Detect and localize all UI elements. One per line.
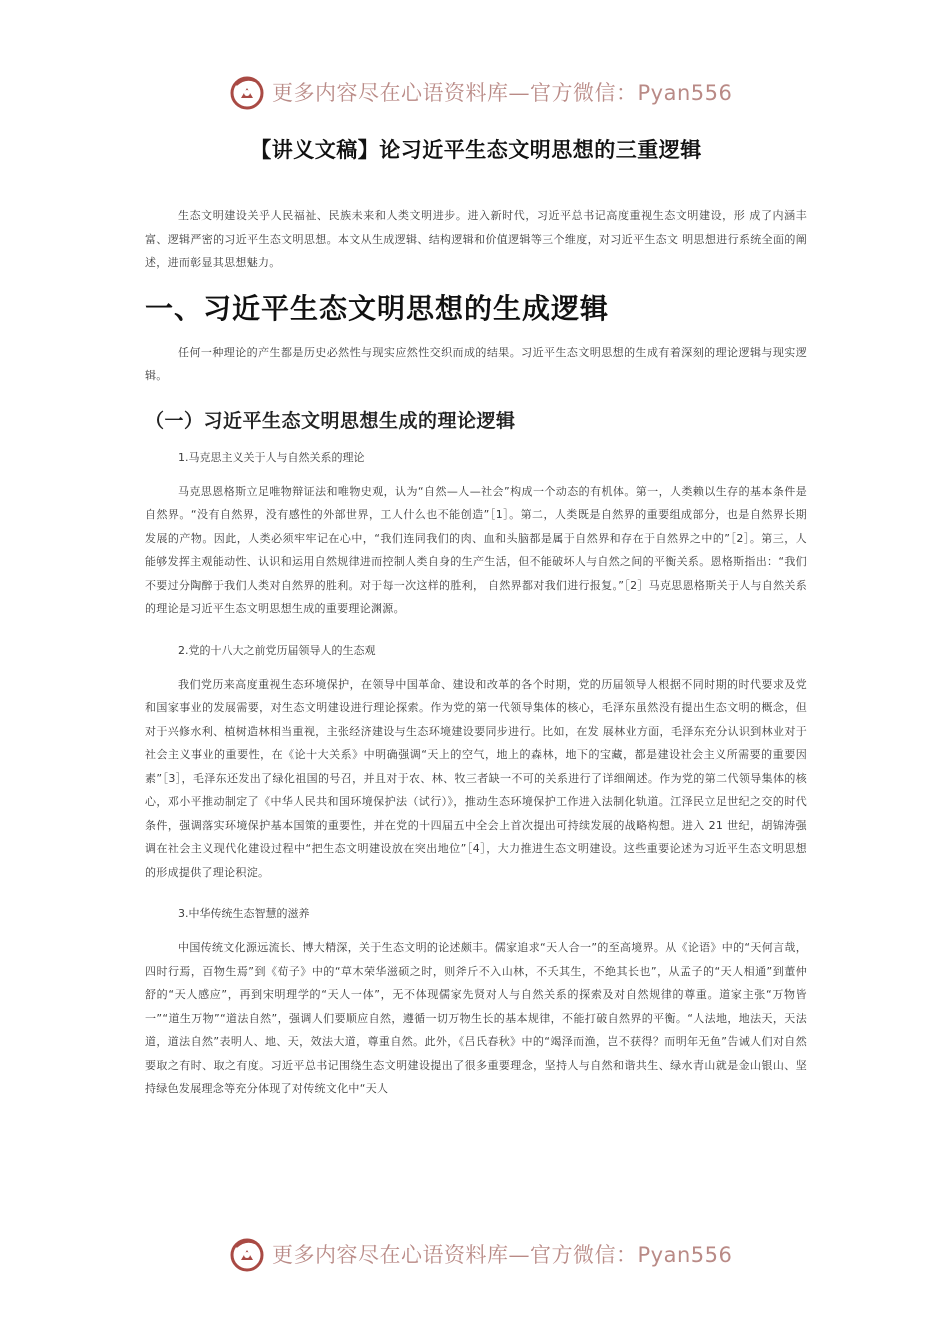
header-banner — [226, 70, 746, 114]
footer-banner — [226, 1232, 746, 1276]
section-1-lead: 任何一种理论的产生都是历史必然性与现实应然性交织而成的结果。习近平生态文明思想的生成有着深刻的理论逻辑与现实逻辑。 — [145, 345, 807, 382]
document-title: 【讲义文稿】论习近平生态文明思想的三重逻辑 — [250, 138, 702, 162]
item-1-paragraph: 马克思恩格斯立足唯物辩证法和唯物史观，认为“自然—人—社会”构成一个动态的有机体。第一，人类赖以生存的基本条件是自然界。“没有自然界，没有感性的外部世界，工人什么也不能创造”［1］。第二，人类既是自然界的重要组成部分，也是自然界长期发展的产物。因此，人类必须牢牢记在心中，“我们连同我们的肉、血和头脑都是属于自然界和存在于自然界之中的”［2］。第三，人能够发挥主观能动性、认识和运用自然规律进而控制人类自身的生产生活，但不能破坏人与自然之间的平衡关系。恩格斯指出：“我们不要过分陶醉于我们人类对自然界的胜利。对于每一次这样的胜利， 自然界都对我们进行报复。”［2］马克思恩格斯关于人与自然关系的理论是习近平生态文明思想生成的重要理论渊源。 — [145, 484, 807, 615]
document-body — [145, 134, 807, 1101]
item-2-heading: 2.党的十八大之前党历届领导人的生态观 — [178, 643, 376, 657]
item-3-paragraph: 中国传统文化源远流长、博大精深，关于生态文明的论述颇丰。儒家追求“天人合一”的至高境界。从《论语》中的“天何言哉，四时行焉，百物生焉”到《荀子》中的“草木荣华滋硕之时，则斧斤不入山林，不夭其生，不绝其长也”，从孟子的“天人相通”到董仲舒的“天人感应”，再到宋明理学的“天人一体”，无不体现儒家先贤对人与自然关系的探索及对自然规律的尊重。道家主张“万物皆一”“道生万物”“道法自然”，强调人们要顺应自然，遵循一切万物生长的基本规律，不能打破自然界的平衡。“人法地，地法天，天法道，道法自然”表明人、地、天，效法大道，尊重自然。此外，《吕氏春秋》中的“竭泽而渔，岂不获得？而明年无鱼”告诫人们对自然要取之有时、取之有度。习近平总书记围绕生态文明建设提出了很多重要理念，坚持人与自然和谐共生、绿水青山就是金山银山、坚持绿色发展理念等充分体现了对传统文化中“天人 — [145, 941, 807, 1095]
brand-logo-icon — [226, 71, 268, 113]
item-3-heading: 3.中华传统生态智慧的滋养 — [178, 907, 310, 920]
banner-text: 更多内容尽在心语资料库—官方微信： — [272, 1243, 638, 1267]
intro-paragraph: 生态文明建设关乎人民福祉、民族未来和人类文明进步。进入新时代，习近平总书记高度重视生态文明建设，形 成了内涵丰富、逻辑严密的习近平生态文明思想。本文从生成逻辑、结构逻辑和价值逻辑等三个维度，对习近平生态文 明思想进行系统全面的阐述，进而彰显其思想魅力。 — [145, 209, 807, 269]
brand-logo-icon — [226, 1233, 268, 1275]
banner-wechat: Pyan556 — [637, 81, 733, 105]
banner-wechat: Pyan556 — [637, 1243, 733, 1267]
item-2-paragraph: 我们党历来高度重视生态环境保护，在领导中国革命、建设和改革的各个时期，党的历届领导人根据不同时期的时代要求及党和国家事业的发展需要，对生态文明建设进行理论探索。作为党的第一代领导集体的核心，毛泽东虽然没有提出生态文明的概念，但对于兴修水利、植树造林相当重视，主张经济建设与生态环境建设要同步进行。比如，在发 展林业方面，毛泽东充分认识到林业对于社会主义事业的重要性，在《论十大关系》中明确强调“天上的空气，地上的森林，地下的宝藏，都是建设社会主义所需要的重要因素”［3］，毛泽东还发出了绿化祖国的号召，并且对于农、林、牧三者缺一不可的关系进行了详细阐述。作为党的第二代领导集体的核心，邓小平推动制定了《中华人民共和国环境保护法（试行）》，推动生态环境保护工作进入法制化轨道。江泽民立足世纪之交的时代条件，强调落实环境保护基本国策的重要性，并在党的十四届五中全会上首次提出可持续发展的战略构想。进入 21 世纪，胡锦涛强调在社会主义现代化建设过程中“把生态文明建设放在突出地位”［4］，大力推进生态文明建设。这些重要论述为习近平生态文明思想的形成提供了理论积淀。 — [145, 677, 807, 879]
section-1-heading: 一、习近平生态文明思想的生成逻辑 — [145, 291, 610, 325]
item-1-heading: 1.马克思主义关于人与自然关系的理论 — [178, 450, 365, 464]
subsection-1-heading: （一）习近平生态文明思想生成的理论逻辑 — [145, 409, 516, 432]
banner-text: 更多内容尽在心语资料库—官方微信： — [272, 81, 638, 105]
